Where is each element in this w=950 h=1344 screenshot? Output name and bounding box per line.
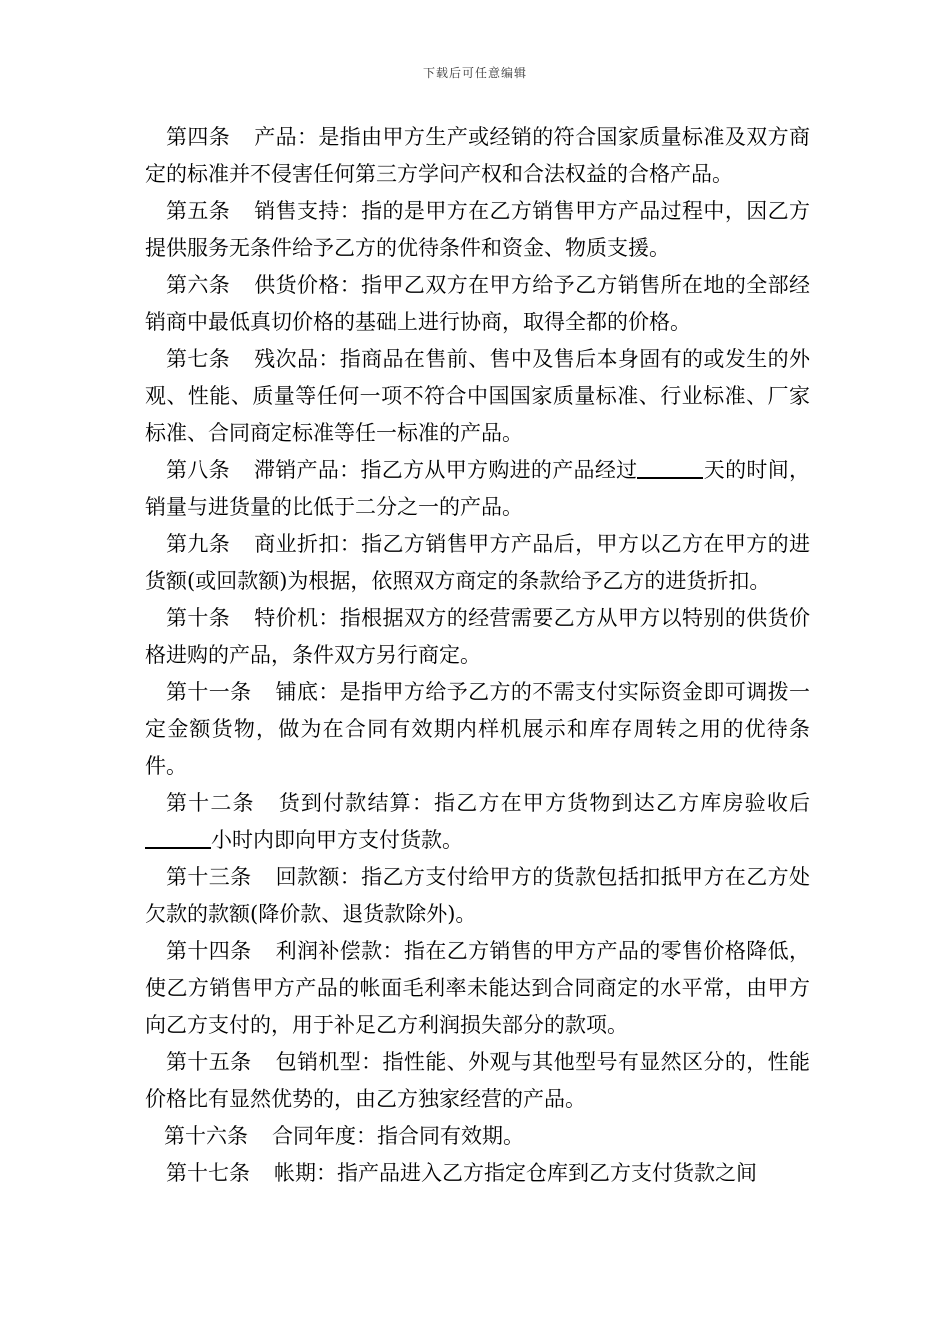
article-10	[145, 600, 810, 674]
article-title: 第十条	[166, 606, 231, 630]
article-text: 小时内即向甲方支付货款。	[211, 828, 463, 852]
article-text: 包销机型：指性能、外观与其他型号有显然区分的，性能价格比有显然优势的，由乙方独家经营的产品。	[145, 1050, 811, 1111]
article-text: 商业折扣：指乙方销售甲方产品后，甲方以乙方在甲方的进货额(或回款额)为根据，依照双方商定的条款给予乙方的进货折扣。	[145, 532, 811, 593]
article-text: 回款额：指乙方支付给甲方的货款包括扣抵甲方在乙方处欠款的款额(降价款、退货款除外)。	[145, 865, 811, 926]
article-title: 第八条	[166, 458, 230, 482]
article-15	[145, 1044, 810, 1118]
article-title: 第十二条	[166, 791, 255, 815]
article-title: 第十一条	[166, 680, 252, 704]
article-title: 第十六条	[164, 1124, 248, 1148]
article-text: 供货价格：指甲乙双方在甲方给予乙方销售所在地的全部经销商中最低真切价格的基础上进行协商，取得全都的价格。	[145, 273, 811, 334]
article-9	[145, 526, 810, 600]
article-title: 第十七条	[166, 1161, 250, 1185]
article-text: 残次品：指商品在售前、售中及售后本身固有的或发生的外观、性能、质量等任何一项不符合中国国家质量标准、行业标准、厂家标准、合同商定标准等任一标准的产品。	[145, 347, 811, 445]
article-14	[145, 933, 810, 1044]
article-text: 销售支持：指的是甲方在乙方销售甲方产品过程中，因乙方提供服务无条件给予乙方的优待条件和资金、物质支援。	[145, 199, 811, 260]
article-text: 滞销产品：指乙方从甲方购进的产品经过	[253, 458, 638, 482]
article-text: 产品：是指由甲方生产或经销的符合国家质量标准及双方商定的标准并不侵害任何第三方学问产权和合法权益的合格产品。	[145, 125, 811, 186]
article-title: 第十四条	[166, 939, 252, 963]
article-4	[145, 119, 810, 193]
article-title: 第七条	[166, 347, 231, 371]
article-text: 货到付款结算：指乙方在甲方货物到达乙方库房验收后	[278, 791, 811, 815]
article-title: 第四条	[166, 125, 231, 149]
page-header-note: 下载后可任意编辑	[422, 66, 527, 80]
article-16	[145, 1118, 810, 1155]
fill-in-blank	[637, 457, 703, 479]
document-body	[145, 119, 810, 1192]
article-5	[145, 193, 810, 267]
article-title: 第十三条	[166, 865, 252, 889]
article-12	[145, 785, 810, 859]
article-text: 天的时间，销量与进货量的比低于二分之一的产品。	[145, 458, 811, 519]
article-8	[145, 452, 810, 526]
article-title: 第六条	[166, 273, 231, 297]
article-text: 利润补偿款：指在乙方销售的甲方产品的零售价格降低，使乙方销售甲方产品的帐面毛利率未能达到合同商定的水平常，由甲方向乙方支付的，用于补足乙方利润损失部分的款项。	[145, 939, 811, 1037]
article-text: 特价机：指根据双方的经营需要乙方从甲方以特别的供货价格进购的产品，条件双方另行商定。	[145, 606, 811, 667]
article-text: 帐期：指产品进入乙方指定仓库到乙方支付货款之间	[274, 1161, 757, 1185]
article-6	[145, 267, 810, 341]
fill-in-blank	[145, 827, 211, 849]
article-7	[145, 341, 810, 452]
article-17	[145, 1155, 810, 1192]
article-11	[145, 674, 810, 785]
article-text: 铺底：是指甲方给予乙方的不需支付实际资金即可调拨一定金额货物，做为在合同有效期内样机展示和库存周转之用的优待条件。	[145, 680, 811, 778]
article-title: 第九条	[166, 532, 231, 556]
article-title: 第十五条	[166, 1050, 252, 1074]
article-13	[145, 859, 810, 933]
article-title: 第五条	[166, 199, 231, 223]
article-text: 合同年度：指合同有效期。	[272, 1124, 524, 1148]
